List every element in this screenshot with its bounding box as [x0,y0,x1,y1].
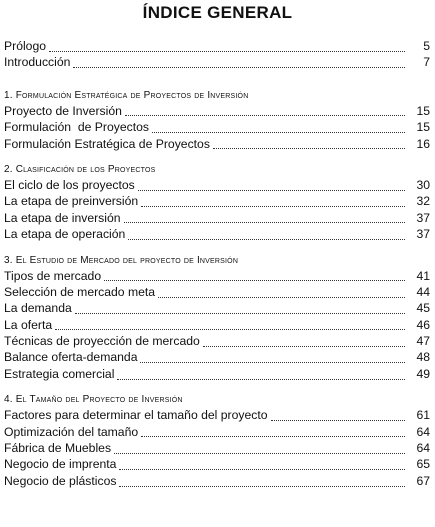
section-1 [4,89,430,152]
section-2 [4,163,430,243]
toc-entry [4,177,430,193]
entry-label: Negocio de plásticos [4,473,117,488]
toc-entry [4,366,430,382]
entry-page: 45 [416,301,430,316]
toc-entry [4,193,430,209]
dot-leader [140,352,405,363]
entry-page: 64 [416,441,430,456]
dot-leader [152,122,405,133]
toc-entry [4,136,430,152]
entry-label: Estrategia comercial [4,366,115,381]
dot-leader [55,319,405,330]
entry-page: 15 [416,120,430,135]
dot-leader [158,287,405,298]
dot-leader [117,369,405,380]
entry-label: La demanda [4,301,72,316]
entry-page: 67 [416,473,430,488]
toc-entry [4,300,430,316]
entry-page: 32 [416,194,430,209]
dot-leader [125,105,405,116]
entry-page: 49 [416,366,430,381]
entry-label: Técnicas de proyección de mercado [4,334,200,349]
section-title: 2. Clasificación de los Proyectos [4,163,156,175]
toc-entry [4,119,430,135]
entry-label: La etapa de inversión [4,210,121,225]
dot-leader [141,426,405,437]
toc-entry [4,317,430,333]
entry-page: 37 [416,227,430,242]
dot-leader [203,336,405,347]
toc-entry [4,473,430,489]
dot-leader [75,303,405,314]
toc-entry [4,440,430,456]
entry-label: Factores para determinar el tamaño del proyecto [4,408,268,423]
entry-label: Formulación Estratégica de Proyectos [4,136,210,151]
toc-entry [4,103,430,119]
entry-page: 64 [416,424,430,439]
entry-label: Negocio de imprenta [4,457,117,472]
entry-label: Fábrica de Muebles [4,441,112,456]
entry-page: 37 [416,210,430,225]
dot-leader [271,410,405,421]
toc-entry [4,268,430,284]
toc-entry [4,38,430,54]
entry-page: 65 [416,457,430,472]
entry-page: 44 [416,284,430,299]
entry-label: Selección de mercado meta [4,284,156,299]
entry-page: 7 [423,55,430,70]
dot-leader [104,270,405,281]
section-title: 1. Formulación Estratégica de Proyectos de Inversión [4,89,249,101]
section-3 [4,254,430,383]
table-of-contents [4,38,430,489]
section-4 [4,393,430,489]
dot-leader [119,476,405,487]
toc-entry [4,54,430,70]
dot-leader [73,57,405,68]
page-title: ÍNDICE GENERAL [142,3,293,22]
dot-leader [128,229,405,240]
entry-label: Tipos de mercado [4,268,102,283]
dot-leader [138,180,405,191]
toc-entry [4,284,430,300]
entry-label: La etapa de preinversión [4,194,139,209]
entry-label: La oferta [4,317,53,332]
toc-entry [4,456,430,472]
toc-entry [4,333,430,349]
entry-page: 15 [416,103,430,118]
front-matter [4,38,430,71]
entry-page: 61 [416,408,430,423]
dot-leader [213,138,405,149]
entry-page: 48 [416,350,430,365]
entry-page: 30 [416,177,430,192]
entry-label: La etapa de operación [4,227,126,242]
entry-label: Balance oferta-demanda [4,350,138,365]
dot-leader [141,196,405,207]
entry-page: 5 [423,39,430,53]
section-title: 3. El Estudio de Mercado del proyecto de Inversión [4,254,239,266]
entry-label: Formulación de Proyectos [4,120,149,135]
entry-label: Proyecto de Inversión [4,103,122,118]
entry-page: 47 [416,334,430,349]
dot-leader [124,212,405,223]
entry-label: Introducción [4,55,71,70]
dot-leader [114,443,405,454]
entry-label: El ciclo de los proyectos [4,177,135,192]
dot-leader [119,459,405,470]
toc-entry [4,349,430,365]
toc-entry [4,226,430,242]
toc-entry [4,407,430,423]
entry-label: Prólogo [4,39,47,53]
entry-page: 46 [416,317,430,332]
entry-page: 41 [416,268,430,283]
section-title: 4. El Tamaño del Proyecto de Inversión [4,394,183,406]
dot-leader [49,41,405,52]
toc-entry [4,210,430,226]
entry-page: 16 [416,136,430,151]
toc-entry [4,424,430,440]
entry-label: Optimización del tamaño [4,424,139,439]
